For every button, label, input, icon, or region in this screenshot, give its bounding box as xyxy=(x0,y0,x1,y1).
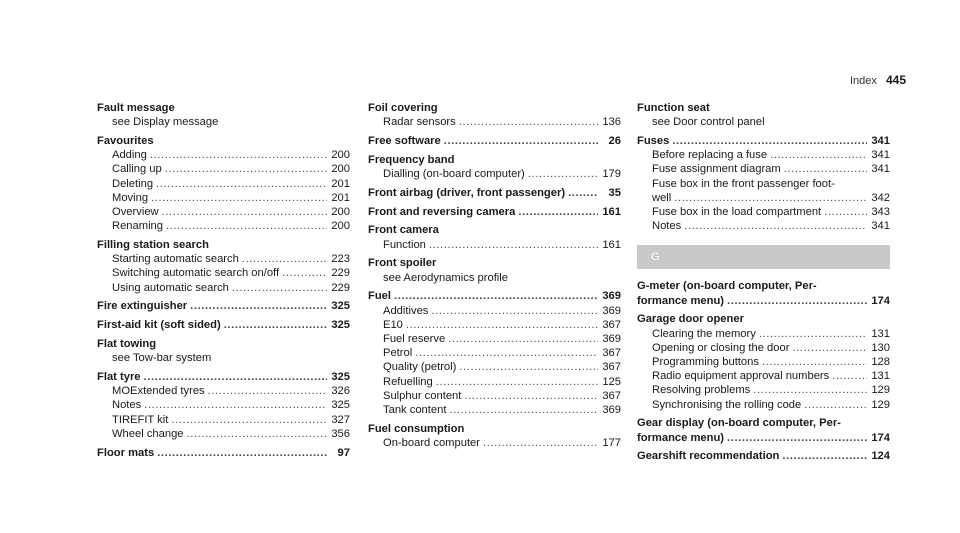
leader-dots xyxy=(674,191,867,205)
leader-dots xyxy=(753,383,867,397)
sub-entry xyxy=(368,271,621,285)
leader-dots xyxy=(684,219,867,233)
sub-entry-text: Sulphur content xyxy=(383,389,462,402)
sub-entry-text: TIREFIT kit xyxy=(112,413,169,426)
sub-entry-page[interactable]: 325 xyxy=(331,399,350,412)
sub-entry-text: Using automatic search xyxy=(112,281,229,294)
leader-dots xyxy=(449,403,598,417)
sub-entry[interactable] xyxy=(97,162,350,176)
index-entry xyxy=(368,186,621,200)
index-entry xyxy=(368,223,621,251)
index-entry xyxy=(637,449,890,463)
sub-entry[interactable] xyxy=(368,375,621,389)
entry-heading-page[interactable]: 26 xyxy=(608,135,621,147)
entry-heading-text: Flat tyre xyxy=(97,371,141,384)
entry-heading xyxy=(97,337,350,351)
sub-entry-text: Petrol xyxy=(383,347,413,360)
leader-dots xyxy=(804,398,867,412)
entry-heading-page[interactable]: 325 xyxy=(331,371,350,384)
entry-heading-text: Floor mats xyxy=(97,446,155,459)
leader-dots xyxy=(190,299,327,313)
index-entry xyxy=(368,134,621,148)
leader-dots xyxy=(459,115,598,129)
sub-entry-text: Function xyxy=(383,238,426,251)
sub-entry-text: Adding xyxy=(112,149,147,162)
sub-entry-page[interactable]: 356 xyxy=(331,427,350,440)
sub-entry[interactable] xyxy=(97,266,350,280)
sub-entry[interactable] xyxy=(637,162,890,176)
page-header xyxy=(850,73,906,87)
sub-entry-text: Dialling (on-board computer) xyxy=(383,168,525,180)
sub-entry[interactable] xyxy=(637,369,890,383)
leader-dots xyxy=(832,369,867,383)
sub-entry-page[interactable]: 201 xyxy=(331,177,350,190)
entry-heading-text: Favourites xyxy=(97,135,154,147)
index-entry xyxy=(97,299,350,313)
sub-entry[interactable] xyxy=(637,341,890,355)
sub-entry-text: Resolving problems xyxy=(652,384,751,397)
leader-dots xyxy=(568,186,598,200)
index-entry xyxy=(97,318,350,332)
sub-entry-text: Wheel change xyxy=(112,427,184,440)
sub-entry[interactable] xyxy=(368,360,621,374)
sub-entry-text: Tank content xyxy=(383,404,447,417)
header-label: Index xyxy=(849,75,877,87)
sub-entry-page[interactable]: 369 xyxy=(602,333,621,345)
sub-entry-page[interactable]: 161 xyxy=(602,238,621,251)
entry-heading-text: Fuel consumption xyxy=(368,422,465,435)
index-entry xyxy=(368,101,621,129)
entry-heading xyxy=(97,238,350,252)
entry-heading-page[interactable]: 341 xyxy=(871,135,890,147)
sub-entry-text: Radar sensors xyxy=(383,116,456,129)
index-entry xyxy=(637,416,890,444)
sub-entry-page[interactable]: 369 xyxy=(602,304,621,317)
page-number: 445 xyxy=(885,73,906,87)
sub-entry-text: Calling up xyxy=(112,163,162,176)
sub-entry-text: Synchronising the rolling code xyxy=(652,398,802,411)
leader-dots xyxy=(144,370,327,384)
leader-dots xyxy=(444,134,598,148)
sub-entry-page[interactable]: 200 xyxy=(331,206,350,219)
sub-entry[interactable] xyxy=(97,191,350,205)
sub-entry-cont-page[interactable]: 342 xyxy=(871,191,890,204)
entry-heading xyxy=(368,223,621,237)
sub-entry-page[interactable]: 367 xyxy=(602,318,621,331)
index-entry xyxy=(368,256,621,284)
sub-entry-page[interactable]: 367 xyxy=(602,361,621,374)
entry-heading-text: Free software xyxy=(368,135,441,147)
leader-dots xyxy=(150,148,327,162)
sub-entry[interactable] xyxy=(637,398,890,412)
sub-entry-text: see Aerodynamics profile xyxy=(383,271,508,284)
leader-dots xyxy=(282,266,327,280)
sub-entry-cont-text: well xyxy=(652,191,672,204)
leader-dots xyxy=(518,205,598,219)
entry-heading-text: Fuses xyxy=(637,135,670,147)
sub-entry-page[interactable]: 341 xyxy=(871,163,890,176)
sub-entry[interactable] xyxy=(368,436,621,450)
entry-heading xyxy=(97,134,350,148)
leader-dots xyxy=(436,375,598,389)
sub-entry-page[interactable]: 201 xyxy=(331,191,350,204)
index-entry xyxy=(97,370,350,441)
sub-entry-text: Deleting xyxy=(112,177,154,190)
entry-heading-text: Fault message xyxy=(97,102,175,114)
entry-heading[interactable] xyxy=(368,134,621,148)
leader-dots xyxy=(232,281,327,295)
entry-heading-text: Front camera xyxy=(368,224,439,237)
sub-entry[interactable] xyxy=(97,177,350,191)
entry-heading xyxy=(637,416,890,430)
sub-entry-page[interactable]: 341 xyxy=(871,149,890,162)
entry-heading-cont-text: formance menu) xyxy=(637,431,725,444)
sub-entry[interactable] xyxy=(368,346,621,360)
sub-entry-page[interactable]: 136 xyxy=(602,116,621,129)
sub-entry-page[interactable]: 179 xyxy=(602,168,621,180)
sub-entry-text: Fuse box in the front passenger foot- xyxy=(652,177,835,190)
sub-entry[interactable] xyxy=(637,355,890,369)
index-entry xyxy=(368,422,621,450)
entry-heading-page[interactable]: 325 xyxy=(331,300,350,313)
sub-entry-page[interactable]: 200 xyxy=(331,163,350,176)
leader-dots xyxy=(157,446,327,460)
sub-entry-text: Moving xyxy=(112,191,149,204)
entry-heading-text: Foil covering xyxy=(368,102,438,114)
entry-heading-text: Filling station search xyxy=(97,239,209,252)
leader-dots xyxy=(431,304,598,318)
leader-dots xyxy=(415,346,598,360)
sub-entry xyxy=(637,177,890,191)
leader-dots xyxy=(782,449,867,463)
sub-entry-text: see Display message xyxy=(112,116,219,129)
entry-heading-page[interactable]: 369 xyxy=(602,290,621,303)
entry-heading-page[interactable]: 35 xyxy=(608,186,621,199)
leader-dots xyxy=(208,384,327,398)
sub-entry-page[interactable]: 129 xyxy=(871,398,890,411)
sub-entry-text: Fuse box in the load compartment xyxy=(652,206,822,219)
index-entry xyxy=(97,446,350,460)
sub-entry-page[interactable]: 200 xyxy=(331,149,350,162)
index-entry xyxy=(368,289,621,417)
entry-heading xyxy=(368,153,621,167)
leader-dots xyxy=(406,318,598,332)
sub-entry-page[interactable]: 343 xyxy=(871,206,890,219)
entry-heading-page[interactable]: 161 xyxy=(602,205,621,218)
sub-entry-text: Refuelling xyxy=(383,375,433,388)
sub-entry-text: Programming buttons xyxy=(652,356,759,369)
leader-dots xyxy=(166,219,327,233)
index-column-3 xyxy=(637,101,890,468)
entry-heading xyxy=(368,422,621,436)
index-entry xyxy=(97,238,350,295)
sub-entry[interactable] xyxy=(97,148,350,162)
leader-dots xyxy=(459,360,598,374)
sub-entry-page[interactable]: 128 xyxy=(871,356,890,369)
entry-heading[interactable] xyxy=(97,446,350,460)
leader-dots xyxy=(770,148,867,162)
sub-entry-page[interactable]: 131 xyxy=(871,370,890,383)
entry-heading xyxy=(637,101,890,115)
sub-entry[interactable] xyxy=(97,398,350,412)
index-column-2 xyxy=(368,101,621,455)
sub-entry-text: Opening or closing the door xyxy=(652,341,790,354)
section-letter-bar xyxy=(637,245,890,269)
sub-entry-text: On-board computer xyxy=(383,437,481,450)
sub-entry[interactable] xyxy=(368,115,621,129)
entry-heading xyxy=(368,101,621,115)
entry-heading-cont[interactable] xyxy=(637,431,890,445)
entry-heading-cont[interactable] xyxy=(637,294,890,308)
entry-heading-cont-page[interactable]: 174 xyxy=(871,431,890,444)
sub-entry[interactable] xyxy=(97,252,350,266)
leader-dots xyxy=(759,327,867,341)
entry-heading[interactable] xyxy=(368,205,621,219)
entry-heading[interactable] xyxy=(368,289,621,303)
leader-dots xyxy=(824,205,867,219)
leader-dots xyxy=(528,167,598,181)
entry-heading xyxy=(637,279,890,293)
sub-entry-page[interactable]: 341 xyxy=(871,220,890,233)
sub-entry-text: Renaming xyxy=(112,220,163,233)
leader-dots xyxy=(464,389,598,403)
entry-heading-text: Fuel xyxy=(368,290,391,303)
entry-heading-page[interactable]: 124 xyxy=(871,450,890,463)
entry-heading-text: Flat towing xyxy=(97,338,157,351)
sub-entry-text: Notes xyxy=(652,220,682,233)
entry-heading[interactable] xyxy=(637,449,890,463)
sub-entry-text: Clearing the memory xyxy=(652,327,756,340)
entry-heading-page[interactable]: 325 xyxy=(331,319,350,332)
sub-entry[interactable] xyxy=(368,238,621,252)
sub-entry[interactable] xyxy=(368,389,621,403)
entry-heading xyxy=(368,256,621,270)
sub-entry xyxy=(97,351,350,365)
sub-entry-text: Fuel reserve xyxy=(383,333,446,345)
sub-entry-text: Radio equipment approval numbers xyxy=(652,370,830,383)
entry-heading-text: Front airbag (driver, front passenger) xyxy=(368,186,566,199)
leader-dots xyxy=(792,341,867,355)
leader-dots xyxy=(144,398,327,412)
entry-heading-cont-text: formance menu) xyxy=(637,294,725,307)
entry-heading[interactable] xyxy=(368,186,621,200)
sub-entry[interactable] xyxy=(637,383,890,397)
entry-heading-page[interactable]: 97 xyxy=(337,446,350,459)
entry-heading-text: First-aid kit (soft sided) xyxy=(97,319,221,332)
sub-entry[interactable] xyxy=(97,427,350,441)
entry-heading-cont-page[interactable]: 174 xyxy=(871,294,890,307)
leader-dots xyxy=(448,332,598,346)
leader-dots xyxy=(165,162,327,176)
sub-entry-text: Before replacing a fuse xyxy=(652,149,768,162)
sub-entry-page[interactable]: 229 xyxy=(331,281,350,294)
entry-heading[interactable] xyxy=(637,134,890,148)
sub-entry-page[interactable]: 223 xyxy=(331,253,350,266)
leader-dots xyxy=(224,318,327,332)
sub-entry-page[interactable]: 200 xyxy=(331,220,350,233)
sub-entry-page[interactable]: 229 xyxy=(331,267,350,280)
index-entry xyxy=(637,312,890,411)
entry-heading xyxy=(97,101,350,115)
leader-dots xyxy=(672,134,867,148)
leader-dots xyxy=(156,177,327,191)
sub-entry[interactable] xyxy=(368,332,621,346)
index-entry xyxy=(637,101,890,129)
sub-entry[interactable] xyxy=(637,148,890,162)
sub-entry xyxy=(97,115,350,129)
index-entry xyxy=(97,101,350,129)
sub-entry[interactable] xyxy=(368,167,621,181)
sub-entry-text: see Door control panel xyxy=(652,116,765,129)
sub-entry-text: E10 xyxy=(383,318,403,331)
leader-dots xyxy=(762,355,867,369)
sub-entry-text: Starting automatic search xyxy=(112,253,239,266)
leader-dots xyxy=(784,162,867,176)
sub-entry-page[interactable]: 326 xyxy=(331,385,350,398)
sub-entry-page[interactable]: 327 xyxy=(331,413,350,426)
entry-heading[interactable] xyxy=(97,299,350,313)
sub-entry-text: Notes xyxy=(112,399,142,412)
entry-heading-text: Frequency band xyxy=(368,153,455,166)
leader-dots xyxy=(483,436,598,450)
sub-entry-text: Switching automatic search on/off xyxy=(112,267,280,280)
sub-entry[interactable] xyxy=(637,219,890,233)
entry-heading-text: Front spoiler xyxy=(368,257,437,270)
sub-entry-text: Overview xyxy=(112,206,159,219)
entry-heading xyxy=(637,312,890,326)
index-entry xyxy=(368,153,621,181)
entry-heading-text: G-meter (on-board computer, Per- xyxy=(637,280,817,293)
sub-entry-page[interactable]: 125 xyxy=(602,375,621,388)
sub-entry-text: see Tow-bar system xyxy=(112,352,212,365)
entry-heading-text: Garage door opener xyxy=(637,313,744,326)
section-letter: G xyxy=(651,251,660,264)
sub-entry[interactable] xyxy=(97,281,350,295)
sub-entry[interactable] xyxy=(368,403,621,417)
index-entry xyxy=(368,205,621,219)
sub-entry-text: Quality (petrol) xyxy=(383,361,457,374)
sub-entry-page[interactable]: 129 xyxy=(871,384,890,397)
leader-dots xyxy=(162,205,327,219)
sub-entry[interactable] xyxy=(97,205,350,219)
entry-heading-text: Gear display (on-board computer, Per- xyxy=(637,417,841,430)
sub-entry-text: Additives xyxy=(383,304,429,317)
entry-heading-text: Function seat xyxy=(637,102,710,114)
sub-entry-text: Fuse assignment diagram xyxy=(652,163,781,176)
index-entry xyxy=(637,134,890,233)
entry-heading-text: Fire extinguisher xyxy=(97,300,188,313)
sub-entry[interactable] xyxy=(637,327,890,341)
sub-entry xyxy=(637,115,890,129)
entry-heading-text: Front and reversing camera xyxy=(368,205,516,218)
leader-dots xyxy=(394,289,598,303)
sub-entry[interactable] xyxy=(97,219,350,233)
sub-entry-cont[interactable] xyxy=(637,191,890,205)
leader-dots xyxy=(242,252,327,266)
sub-entry[interactable] xyxy=(368,304,621,318)
leader-dots xyxy=(429,238,598,252)
sub-entry-page[interactable]: 177 xyxy=(602,437,621,450)
sub-entry[interactable] xyxy=(368,318,621,332)
sub-entry[interactable] xyxy=(637,205,890,219)
leader-dots xyxy=(171,413,327,427)
index-entry xyxy=(97,337,350,365)
sub-entry-page[interactable]: 131 xyxy=(871,327,890,340)
sub-entry-page[interactable]: 367 xyxy=(602,389,621,402)
leader-dots xyxy=(151,191,327,205)
entry-heading[interactable] xyxy=(97,370,350,384)
sub-entry-text: MOExtended tyres xyxy=(112,385,205,398)
leader-dots xyxy=(727,294,867,308)
leader-dots xyxy=(727,431,867,445)
sub-entry[interactable] xyxy=(97,413,350,427)
entry-heading[interactable] xyxy=(97,318,350,332)
sub-entry[interactable] xyxy=(97,384,350,398)
sub-entry-page[interactable]: 130 xyxy=(871,341,890,354)
index-entry xyxy=(637,279,890,307)
sub-entry-page[interactable]: 369 xyxy=(602,404,621,417)
entry-heading-text: Gearshift recommendation xyxy=(637,450,780,463)
index-entry xyxy=(97,134,350,233)
leader-dots xyxy=(187,427,327,441)
index-column-1 xyxy=(97,101,350,464)
sub-entry-page[interactable]: 367 xyxy=(602,347,621,360)
